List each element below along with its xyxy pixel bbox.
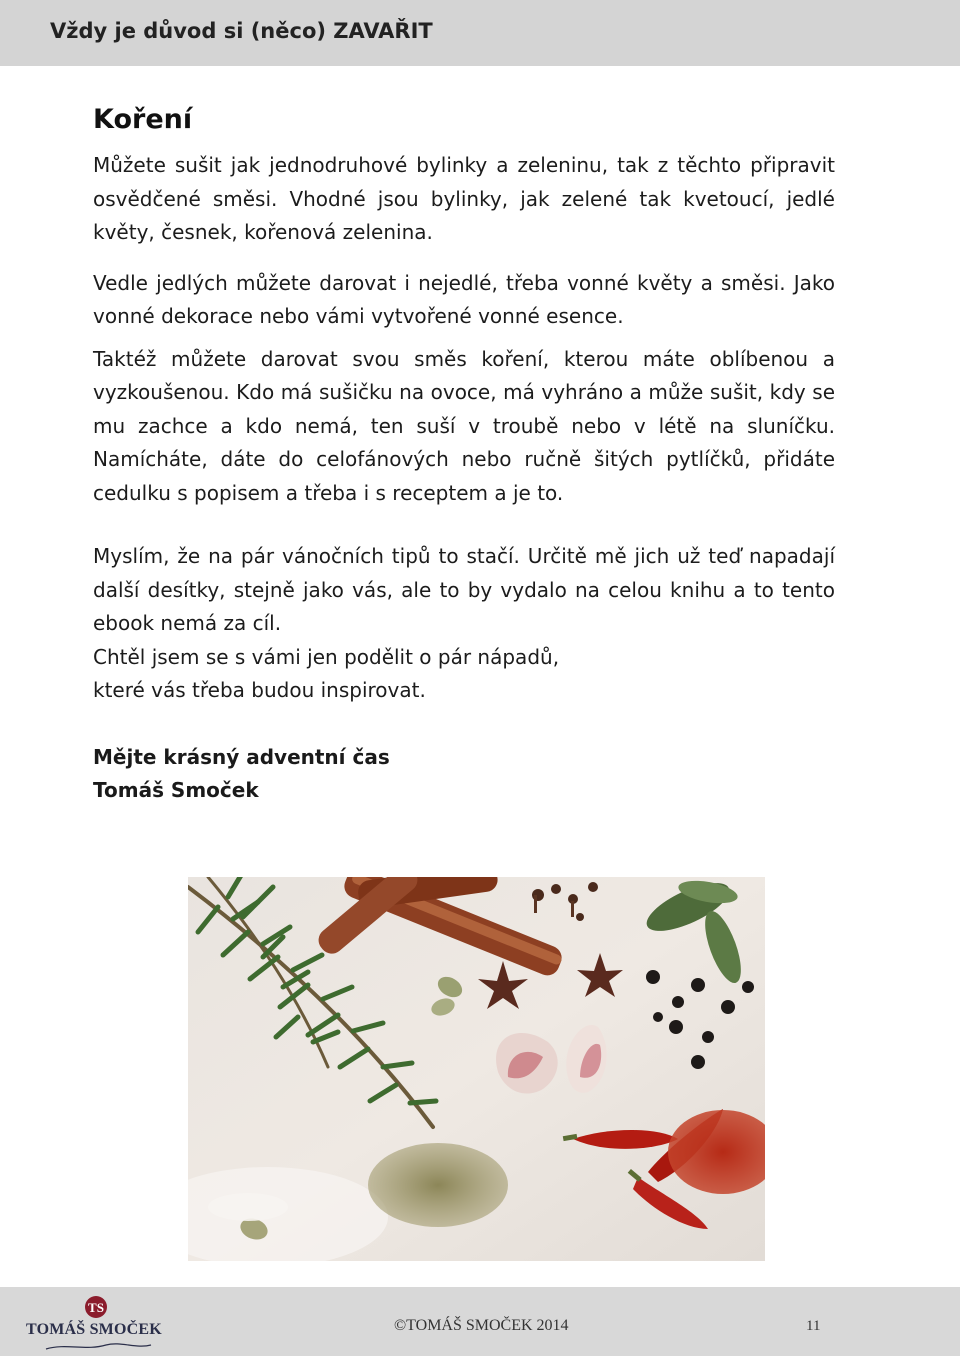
paragraph-2: Vedle jedlých můžete darovat i nejedlé, třeba vonné květy a směsi. Jako vonné dekorace nebo vámi vytvořené vonné esence. [93,270,835,328]
page-footer [0,1287,960,1356]
paragraph-3: Taktéž můžete darovat svou směs koření, kterou máte oblíbenou a vyzkoušenou. Kdo má sušičku na ovoce, má vyhráno a může sušit, kdy se mu zachce a kdo nemá, ten suší v troubě nebo v létě na sluníčku. Namícháte, dáte do celofánových nebo ručně šitých pytlíčků, přidáte cedulku s popisem a třeba i s receptem a je to. [93,346,835,505]
paragraph-5: Chtěl jsem se s vámi jen podělit o pár nápadů, [93,644,560,669]
dried-herbs [368,1143,508,1227]
logo-monogram: TS [88,1300,104,1315]
closing-greeting: Mějte krásný adventní čas [93,744,390,769]
main-content [93,104,835,807]
paragraph-6: které vás třeba budou inspirovat. [93,678,426,702]
page-number: 11 [806,1318,821,1334]
closing-block [93,741,835,807]
section-title: Koření [93,104,193,135]
footer-copyright: ©TOMÁŠ SMOČEK 2014 [394,1317,569,1334]
spices-photo [188,877,765,1261]
page-header [0,0,960,66]
author-signature: Tomáš Smoček [93,777,259,802]
logo-name: TOMÁŠ SMOČEK [26,1321,162,1338]
paragraph-1: Můžete sušit jak jednodruhové bylinky a zeleninu, tak z těchto připravit osvědčené směsi. Vhodné jsou bylinky, jak zelené tak kvetoucí, jedlé květy, česnek, kořenová zelenina. [93,153,835,244]
paragraph-4: Myslím, že na pár vánočních tipů to stačí. Určitě mě jich už teď napadají další desítky, stejně jako vás, ale to by vydalo na celou knihu a to tento ebook nemá za cíl. [93,544,835,635]
author-logo [26,1293,176,1353]
header-title: Vždy je důvod si (něco) ZAVAŘIT [50,19,433,43]
